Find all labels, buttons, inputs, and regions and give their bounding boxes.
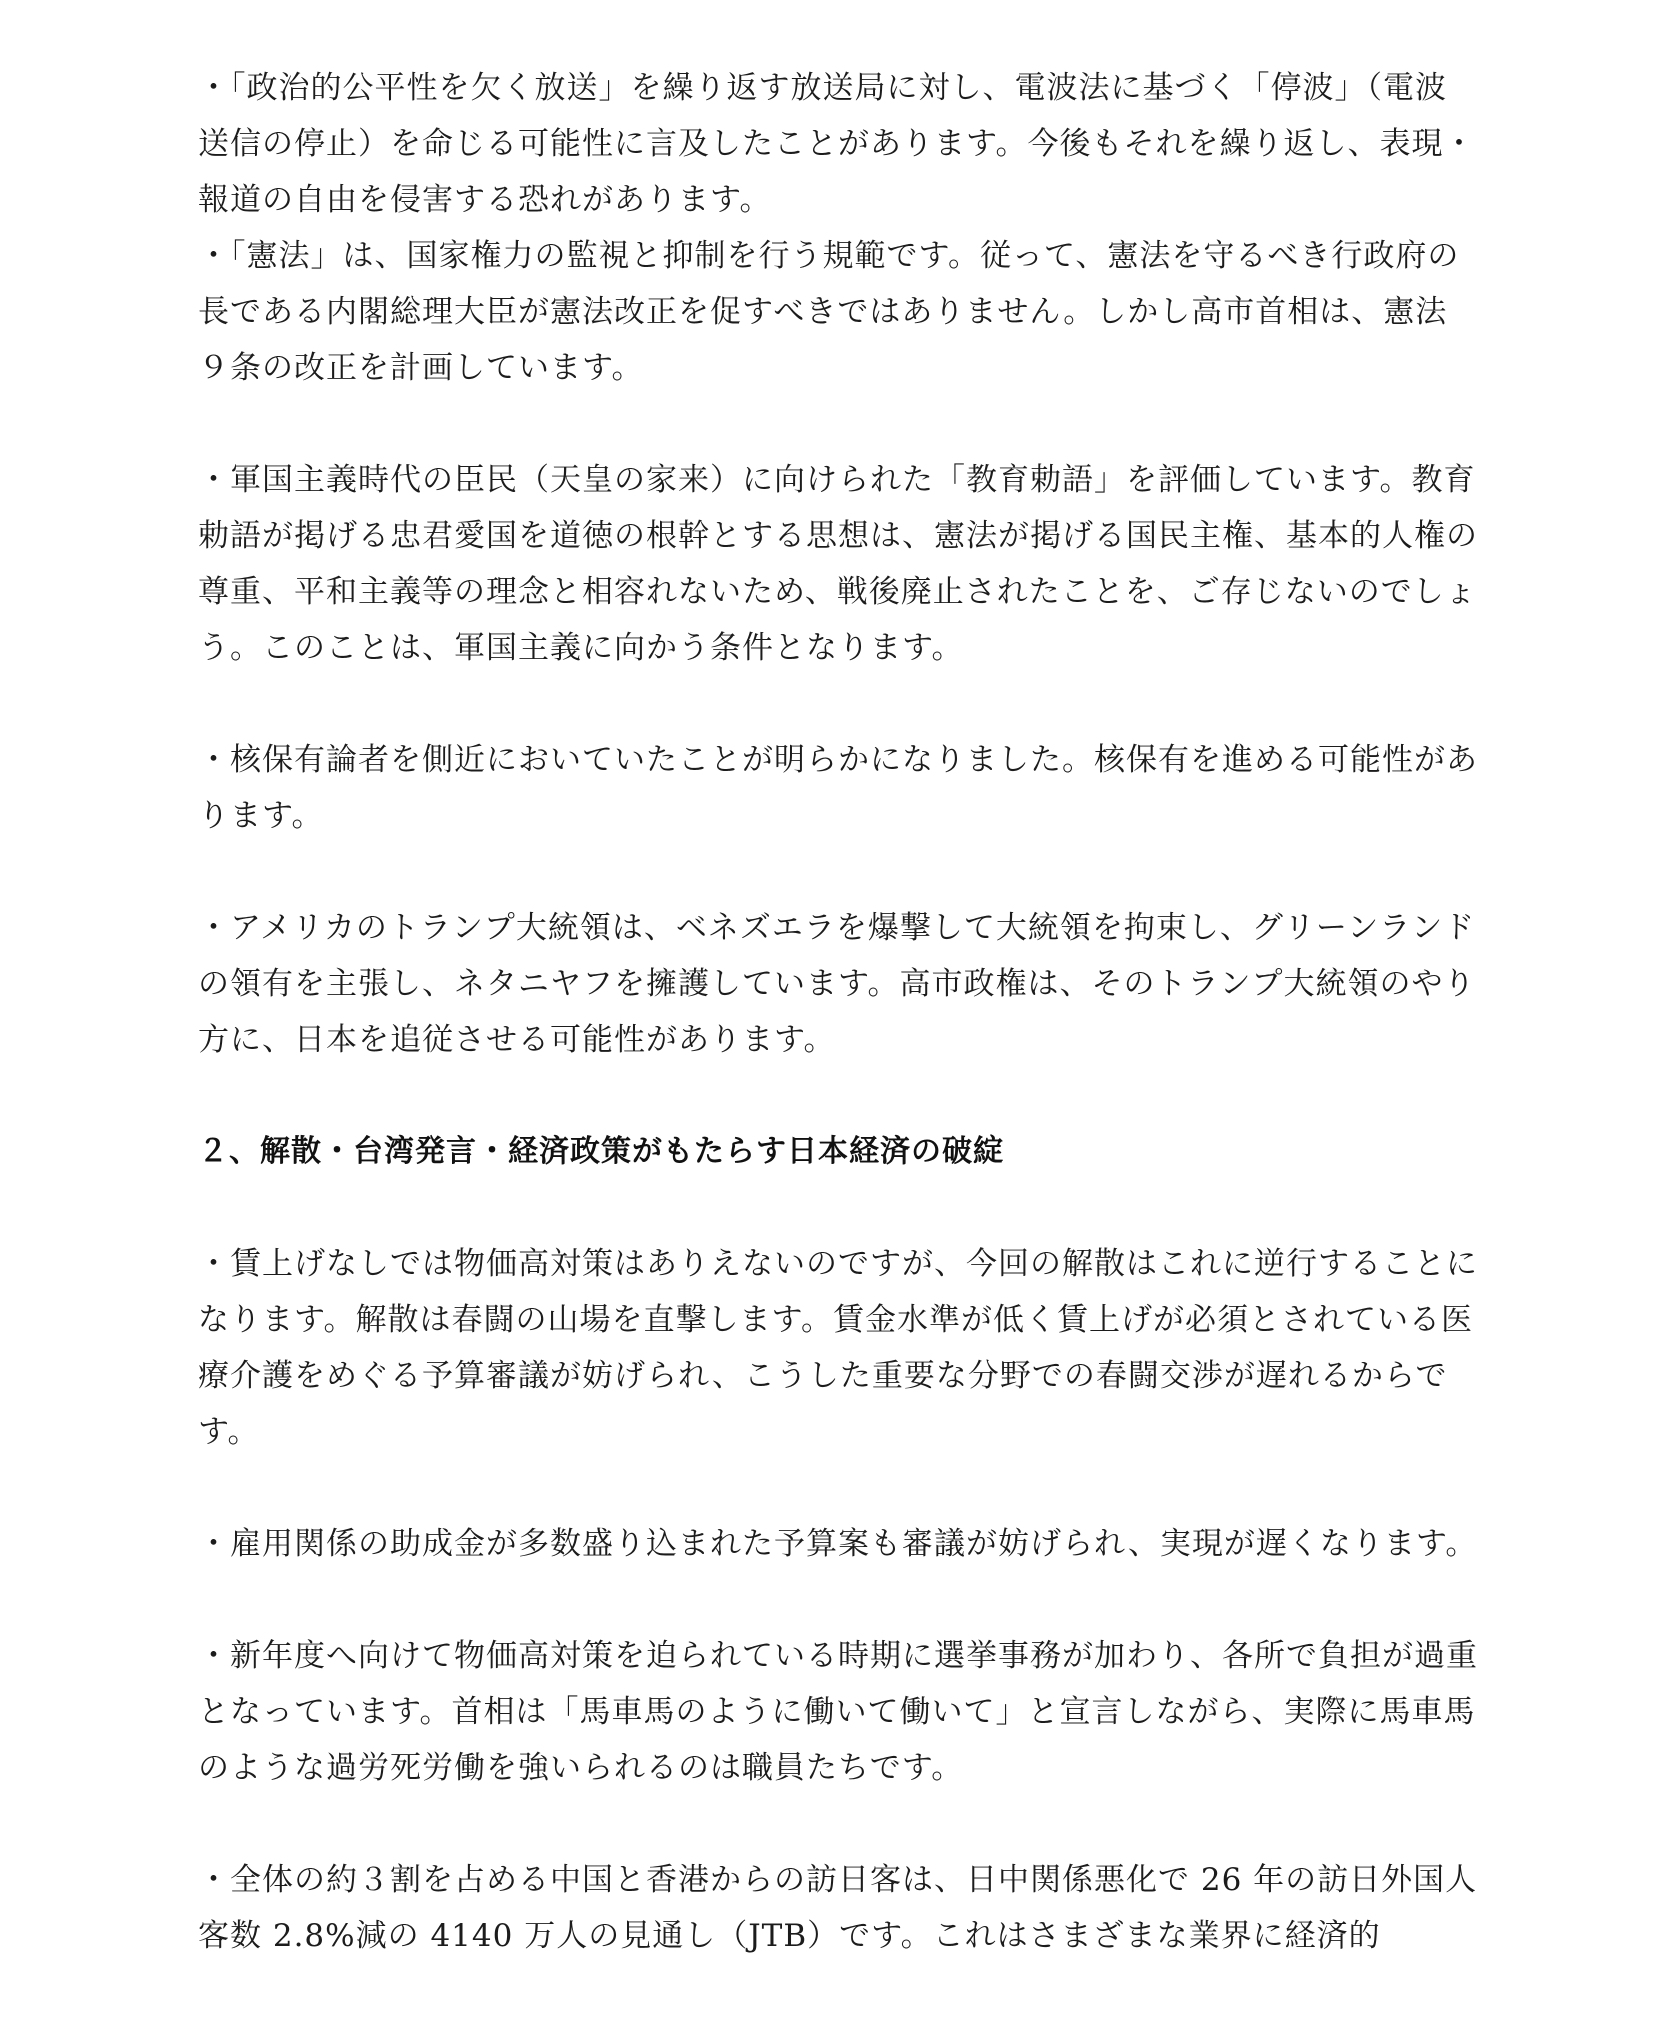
paragraph-employment-subsidy: ・雇用関係の助成金が多数盛り込まれた予算案も審議が妨げられ、実現が遅くなります。 xyxy=(198,1526,1478,1562)
spacer xyxy=(198,396,1478,452)
spacer xyxy=(198,844,1478,900)
paragraph-election-workload: ・新年度へ向けて物価高対策を迫られている時期に選挙事務が加わり、各所で負担が過重となっています。首相は「馬車馬のように働いて働いて」と宣言しながら、実際に馬車馬のような過労死労働を強いられるのは職員たちです。 xyxy=(198,1638,1478,1786)
spacer xyxy=(198,1460,1478,1516)
document-page xyxy=(198,60,1478,1964)
section-heading-2: ２、解散・台湾発言・経済政策がもたらす日本経済の破綻 xyxy=(198,1134,1004,1169)
paragraph-inbound-tourism: ・全体の約３割を占める中国と香港からの訪日客は、日中関係悪化で 26 年の訪日外国人客数 2.8%減の 4140 万人の見通し（JTB）です。これはさまざまな業界に経済的 xyxy=(198,1862,1478,1954)
paragraph-constitution: ・「憲法」は、国家権力の監視と抑制を行う規範です。従って、憲法を守るべき行政府の長である内閣総理大臣が憲法改正を促すべきではありません。しかし高市首相は、憲法９条の改正を計画しています。 xyxy=(198,238,1460,386)
spacer xyxy=(198,1796,1478,1852)
paragraph-wage-increase: ・賃上げなしでは物価高対策はありえないのですが、今回の解散はこれに逆行することになります。解散は春闘の山場を直撃します。賃金水準が低く賃上げが必須とされている医療介護をめぐる予算審議が妨げられ、こうした重要な分野での春闘交渉が遅れるからです。 xyxy=(198,1246,1478,1450)
spacer xyxy=(198,1572,1478,1628)
spacer xyxy=(198,1180,1478,1236)
paragraph-imperial-rescript: ・軍国主義時代の臣民（天皇の家来）に向けられた「教育勅語」を評価しています。教育勅語が掲げる忠君愛国を道徳の根幹とする思想は、憲法が掲げる国民主権、基本的人権の尊重、平和主義等の理念と相容れないため、戦後廃止されたことを、ご存じないのでしょう。このことは、軍国主義に向かう条件となります。 xyxy=(198,462,1478,666)
paragraph-trump: ・アメリカのトランプ大統領は、ベネズエラを爆撃して大統領を拘束し、グリーンランドの領有を主張し、ネタニヤフを擁護しています。高市政権は、そのトランプ大統領のやり方に、日本を追従させる可能性があります。 xyxy=(198,910,1476,1058)
spacer xyxy=(198,676,1478,732)
spacer xyxy=(198,1068,1478,1124)
paragraph-broadcast-suspension: ・「政治的公平性を欠く放送」を繰り返す放送局に対し、電波法に基づく「停波」（電波送信の停止）を命じる可能性に言及したことがあります。今後もそれを繰り返し、表現・報道の自由を侵害する恐れがあります。 xyxy=(198,70,1476,218)
paragraph-nuclear: ・核保有論者を側近においていたことが明らかになりました。核保有を進める可能性があります。 xyxy=(198,742,1478,834)
